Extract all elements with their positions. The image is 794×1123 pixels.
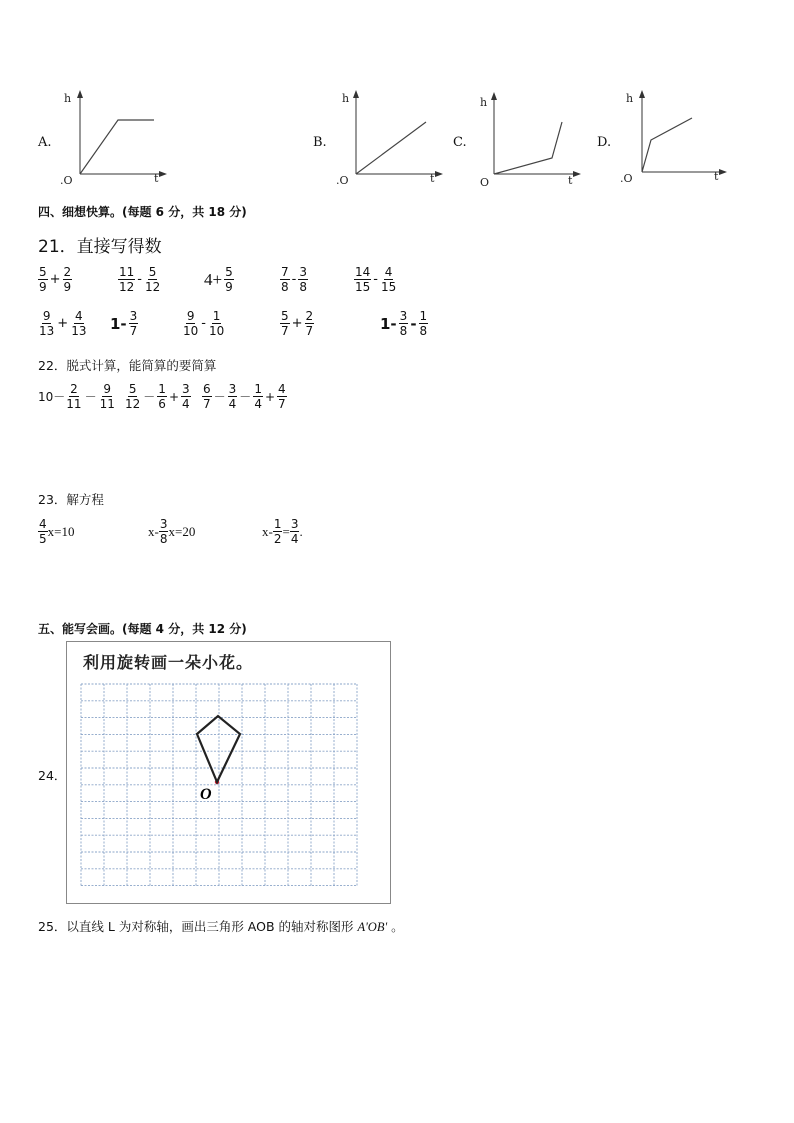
lead: 10－ bbox=[38, 390, 66, 404]
fraction: $\frac{1}{4}$ bbox=[254, 382, 262, 411]
rotation-grid-figure bbox=[66, 641, 391, 904]
fraction: $\frac{9}{11}$ bbox=[99, 382, 115, 411]
q23-eq-3 bbox=[262, 517, 303, 546]
operator: 1- bbox=[380, 314, 397, 333]
q25-figure: A'OB' bbox=[357, 920, 388, 934]
q21-item-6 bbox=[38, 309, 87, 338]
fraction: $\frac{3}{8}$ bbox=[159, 517, 168, 546]
origin-label: .O bbox=[336, 174, 349, 187]
fraction: $\frac{1}{8}$ bbox=[419, 309, 428, 338]
fraction: $\frac{4}{15}$ bbox=[380, 265, 397, 294]
q21-item-5 bbox=[354, 265, 397, 294]
section4-heading: 四、细想快算。(每题 6 分，共 18 分) bbox=[38, 205, 247, 219]
option-c-graph bbox=[474, 90, 586, 194]
fraction: $\frac{3}{4}$ bbox=[182, 382, 190, 411]
q21-item-8 bbox=[182, 309, 225, 338]
fraction: $\frac{11}{12}$ bbox=[119, 265, 135, 294]
q21-item-4 bbox=[280, 265, 308, 294]
q21-item-7 bbox=[108, 309, 138, 338]
fraction: $\frac{9}{13}$ bbox=[39, 309, 55, 338]
q21-item-3 bbox=[202, 265, 234, 294]
equals: = bbox=[282, 523, 290, 539]
option-b-label bbox=[313, 131, 327, 150]
kite-shape-outline bbox=[197, 716, 240, 782]
fraction: $\frac{4}{7}$ bbox=[278, 382, 286, 411]
option-a-label bbox=[38, 131, 52, 150]
point-o-label: O bbox=[200, 786, 212, 803]
fraction: $\frac{1}{10}$ bbox=[208, 309, 225, 338]
q21-item-2 bbox=[118, 265, 161, 294]
graph-b bbox=[334, 88, 446, 188]
operator: - bbox=[137, 272, 142, 287]
origin-label: O bbox=[480, 176, 490, 189]
fraction: $\frac{3}{8}$ bbox=[299, 265, 307, 294]
q22-expr-3 bbox=[202, 382, 287, 411]
operator: + bbox=[57, 316, 69, 331]
operator: － bbox=[84, 390, 97, 404]
equation-lead: x- bbox=[262, 523, 273, 539]
option-label: C. bbox=[453, 135, 467, 150]
fraction: $\frac{2}{11}$ bbox=[66, 382, 82, 411]
q22-expr-2 bbox=[124, 382, 191, 411]
axis-h-label: h bbox=[342, 92, 350, 105]
option-b-graph bbox=[334, 88, 446, 192]
fraction: $\frac{2}{7}$ bbox=[305, 309, 314, 338]
q23-title: 23．解方程 bbox=[38, 492, 104, 507]
q22-expr-1 bbox=[38, 382, 116, 411]
graph-d bbox=[620, 88, 732, 188]
graph-c bbox=[474, 90, 586, 190]
graph-a bbox=[58, 88, 170, 188]
fraction: $\frac{1}{2}$ bbox=[273, 517, 282, 546]
axis-t-label: t bbox=[568, 174, 573, 187]
option-d-graph bbox=[620, 88, 732, 192]
q21-item-10 bbox=[378, 309, 428, 338]
option-a-graph bbox=[58, 88, 170, 192]
operator: - bbox=[201, 316, 206, 331]
fraction: $\frac{5}{9}$ bbox=[225, 265, 233, 294]
fraction: $\frac{1}{6}$ bbox=[158, 382, 166, 411]
q23-eq-1 bbox=[38, 517, 74, 546]
q25-line bbox=[38, 917, 404, 935]
axis-t-label: t bbox=[154, 172, 159, 185]
fraction: $\frac{3}{4}$ bbox=[228, 382, 237, 411]
section5-heading: 五、能写会画。(每题 4 分，共 12 分) bbox=[38, 622, 247, 636]
operator: - bbox=[291, 272, 297, 287]
operator: － bbox=[239, 390, 252, 404]
option-label: A. bbox=[38, 135, 52, 150]
q25-text: 25．以直线 L 为对称轴，画出三角形 AOB 的轴对称图形 bbox=[38, 919, 354, 934]
fraction: $\frac{7}{8}$ bbox=[281, 265, 289, 294]
fraction: $\frac{5}{7}$ bbox=[281, 309, 289, 338]
option-label: B. bbox=[313, 135, 327, 150]
option-label: D. bbox=[597, 135, 612, 150]
q23-eq-2 bbox=[148, 517, 195, 546]
axis-h-label: h bbox=[480, 96, 488, 109]
equation-tail: x=10 bbox=[47, 523, 75, 539]
origin-label: .O bbox=[60, 174, 73, 187]
q21-item-9 bbox=[280, 309, 314, 338]
operator: - bbox=[410, 314, 417, 333]
q25-end: 。 bbox=[391, 919, 404, 934]
operator: + bbox=[168, 389, 179, 404]
fraction: $\frac{5}{9}$ bbox=[39, 265, 47, 294]
operator: 4+ bbox=[204, 269, 223, 289]
equation-tail: x=20 bbox=[168, 523, 196, 539]
axis-t-label: t bbox=[430, 172, 435, 185]
operator: + bbox=[264, 389, 276, 404]
q24-number: 24． bbox=[38, 768, 67, 783]
fraction: $\frac{5}{12}$ bbox=[144, 265, 161, 294]
axis-t-label: t bbox=[714, 170, 719, 183]
option-d-label bbox=[597, 131, 611, 150]
origin-label: .O bbox=[620, 172, 633, 185]
option-c-label bbox=[453, 131, 467, 150]
fraction: $\frac{9}{10}$ bbox=[183, 309, 199, 338]
operator: 1- bbox=[110, 314, 127, 333]
q22-title: 22．脱式计算，能简算的要简算 bbox=[38, 358, 217, 373]
q21-title: 21．直接写得数 bbox=[38, 237, 162, 257]
axis-h-label: h bbox=[64, 92, 72, 105]
operator: - bbox=[373, 272, 378, 287]
fraction: $\frac{3}{8}$ bbox=[399, 309, 408, 338]
operator: + bbox=[291, 316, 303, 331]
fraction: $\frac{4}{5}$ bbox=[39, 517, 47, 546]
q21-item-1 bbox=[38, 265, 72, 294]
fraction: $\frac{5}{12}$ bbox=[125, 382, 141, 411]
fraction: $\frac{2}{9}$ bbox=[63, 265, 72, 294]
grid-title: 利用旋转画一朵小花。 bbox=[83, 653, 254, 672]
fraction: $\frac{6}{7}$ bbox=[203, 382, 211, 411]
operator: － bbox=[213, 390, 226, 404]
operator: + bbox=[49, 272, 61, 287]
fraction: $\frac{4}{13}$ bbox=[71, 309, 87, 338]
operator: － bbox=[143, 390, 156, 404]
fraction: $\frac{3}{7}$ bbox=[129, 309, 138, 338]
fraction: $\frac{3}{4}$ bbox=[290, 517, 299, 546]
equation-tail: . bbox=[299, 523, 303, 539]
equation-lead: x- bbox=[148, 523, 159, 539]
fraction: $\frac{14}{15}$ bbox=[355, 265, 371, 294]
axis-h-label: h bbox=[626, 92, 634, 105]
grid-drawing bbox=[67, 642, 390, 903]
